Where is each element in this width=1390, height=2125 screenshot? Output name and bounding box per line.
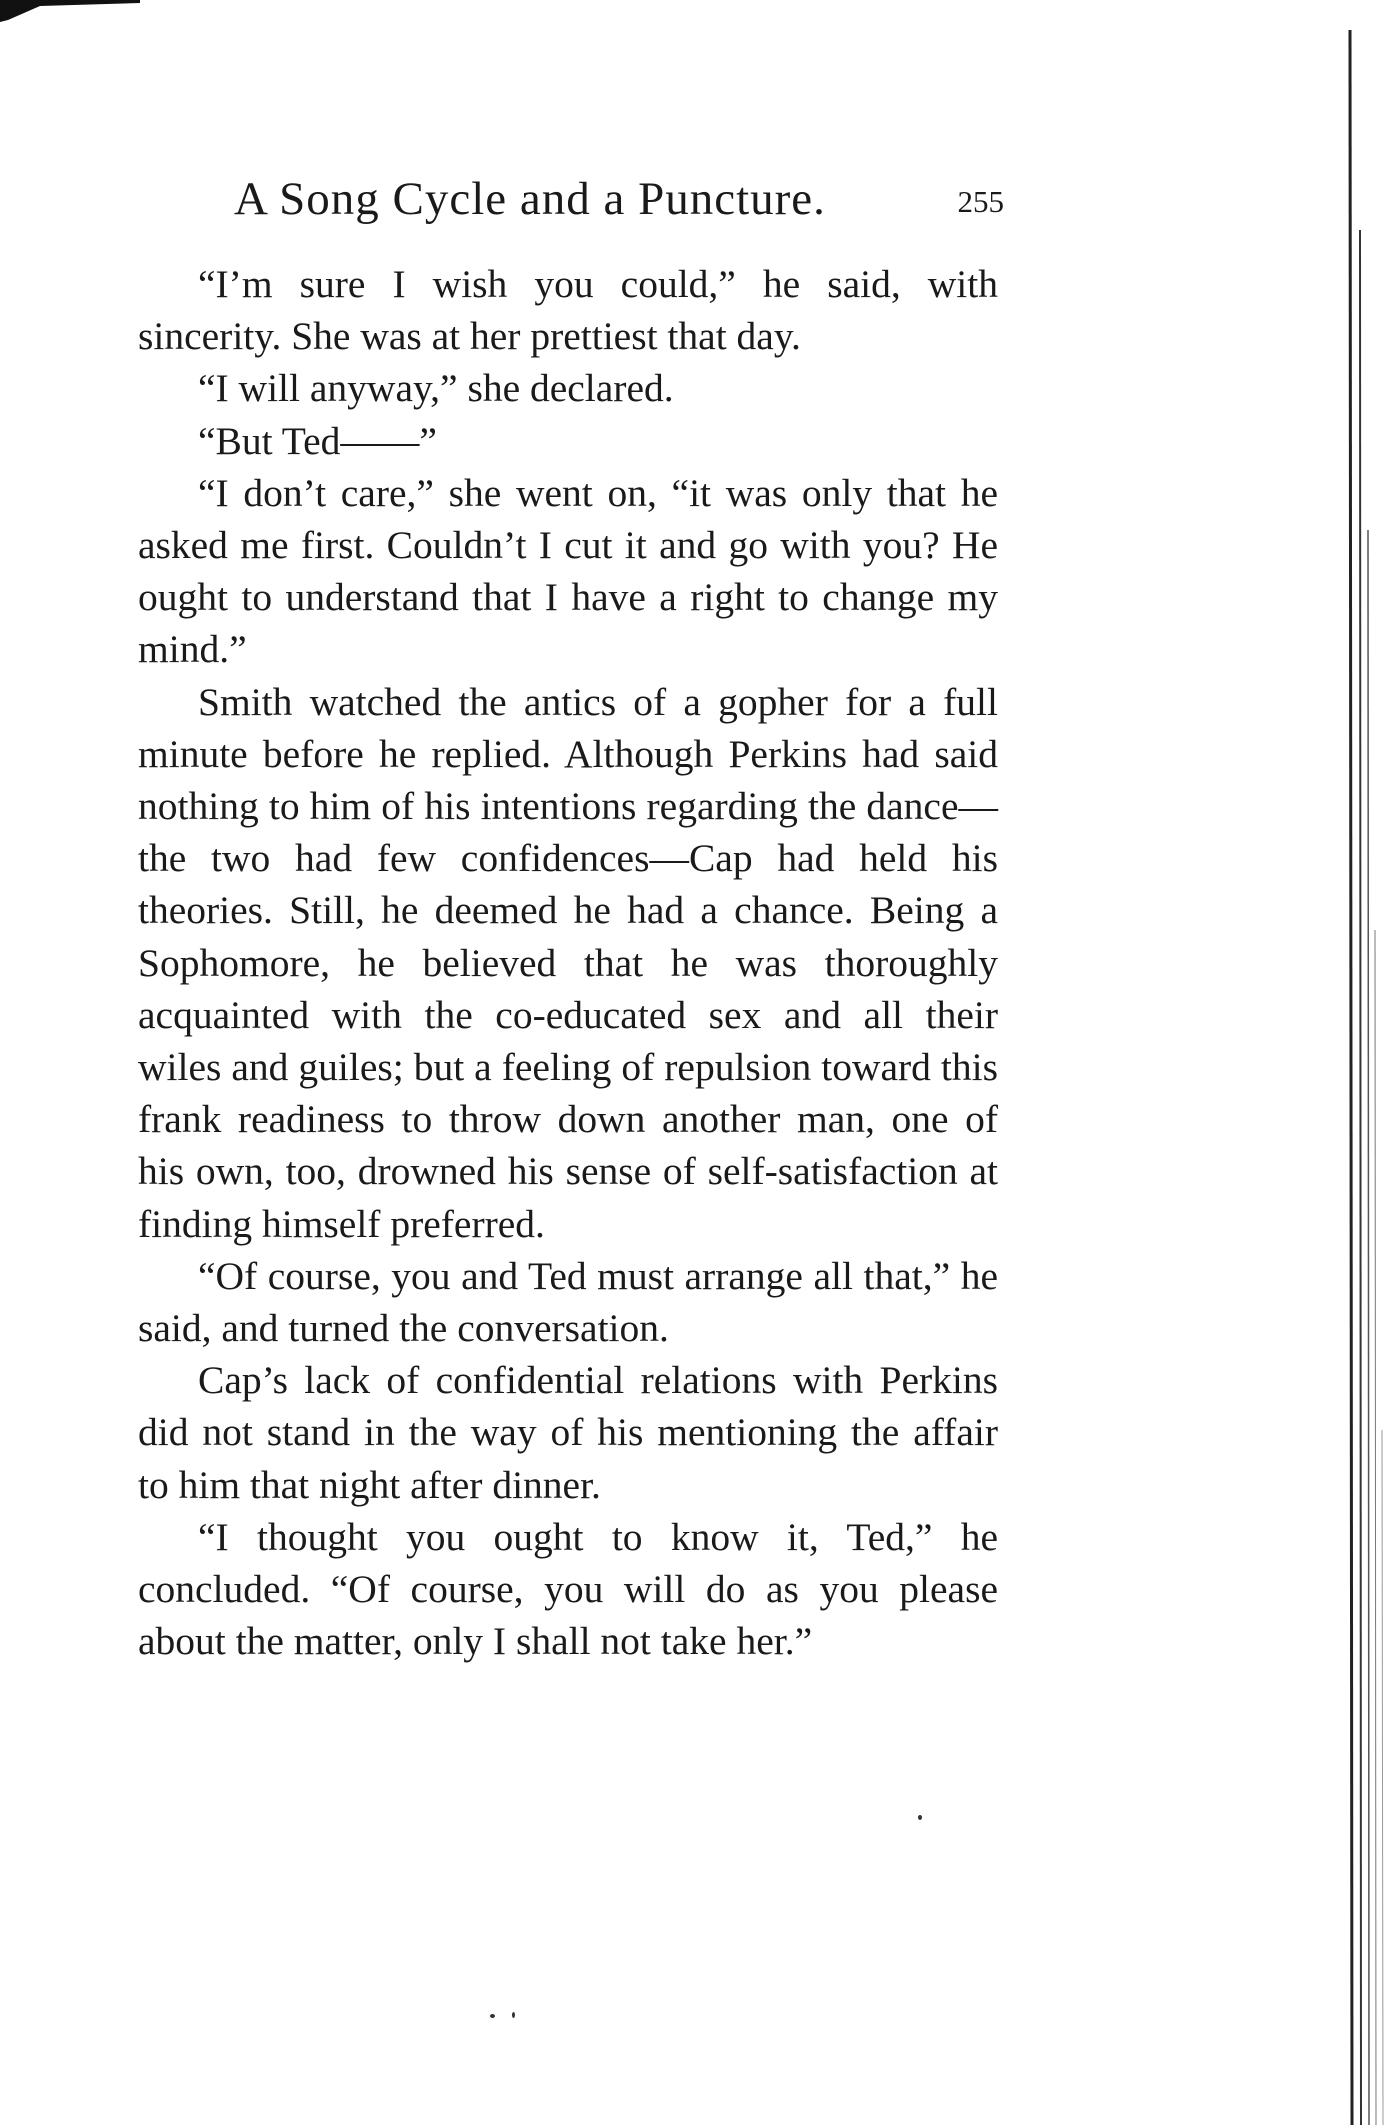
page-header — [234, 172, 1004, 232]
scan-corner-mark — [0, 0, 140, 22]
scan-speck — [490, 2014, 495, 2018]
scan-speck — [918, 1815, 922, 1820]
page-number: 255 — [957, 184, 1004, 219]
paragraph: “Of course, you and Ted must arrange all that,” he said, and turned the conversation. — [138, 1253, 998, 1351]
scan-speck — [512, 2012, 515, 2018]
paragraph: Smith watched the antics of a gopher for a full minute before he replied. Although Perkins had said nothing to him of his intentions regarding the dance—the two had few confidences—Cap had held his theories. Still, he deemed he had a chance. Being a Sophomore, he believed that he was thoroughly acquainted with the co-educated sex and all their wiles and guiles; but a feeling of repulsion toward this frank readiness to throw down another man, one of his own, too, drowned his sense of self-satisfaction at finding himself preferred. — [138, 679, 998, 1246]
paragraph: “I thought you ought to know it, Ted,” he concluded. “Of course, you will do as you please about the matter, only I shall not take her.” — [138, 1514, 998, 1664]
running-title: A Song Cycle and a Puncture. — [234, 173, 826, 225]
paragraph: “I’m sure I wish you could,” he said, with sincerity. She was at her prettiest that day. — [138, 262, 998, 359]
body-text — [138, 258, 998, 1667]
paragraph: “But Ted——” — [198, 418, 437, 463]
paragraph: Cap’s lack of confidential relations with Perkins did not stand in the way of his mentioning the affair to him that night after dinner. — [138, 1358, 998, 1507]
paragraph: “I don’t care,” she went on, “it was only that he asked me first. Couldn’t I cut it and go with you? He ought to understand that I have a right to change my mind.” — [138, 470, 998, 672]
book-binding-edge — [1342, 30, 1390, 2125]
paragraph: “I will anyway,” she declared. — [198, 366, 674, 411]
